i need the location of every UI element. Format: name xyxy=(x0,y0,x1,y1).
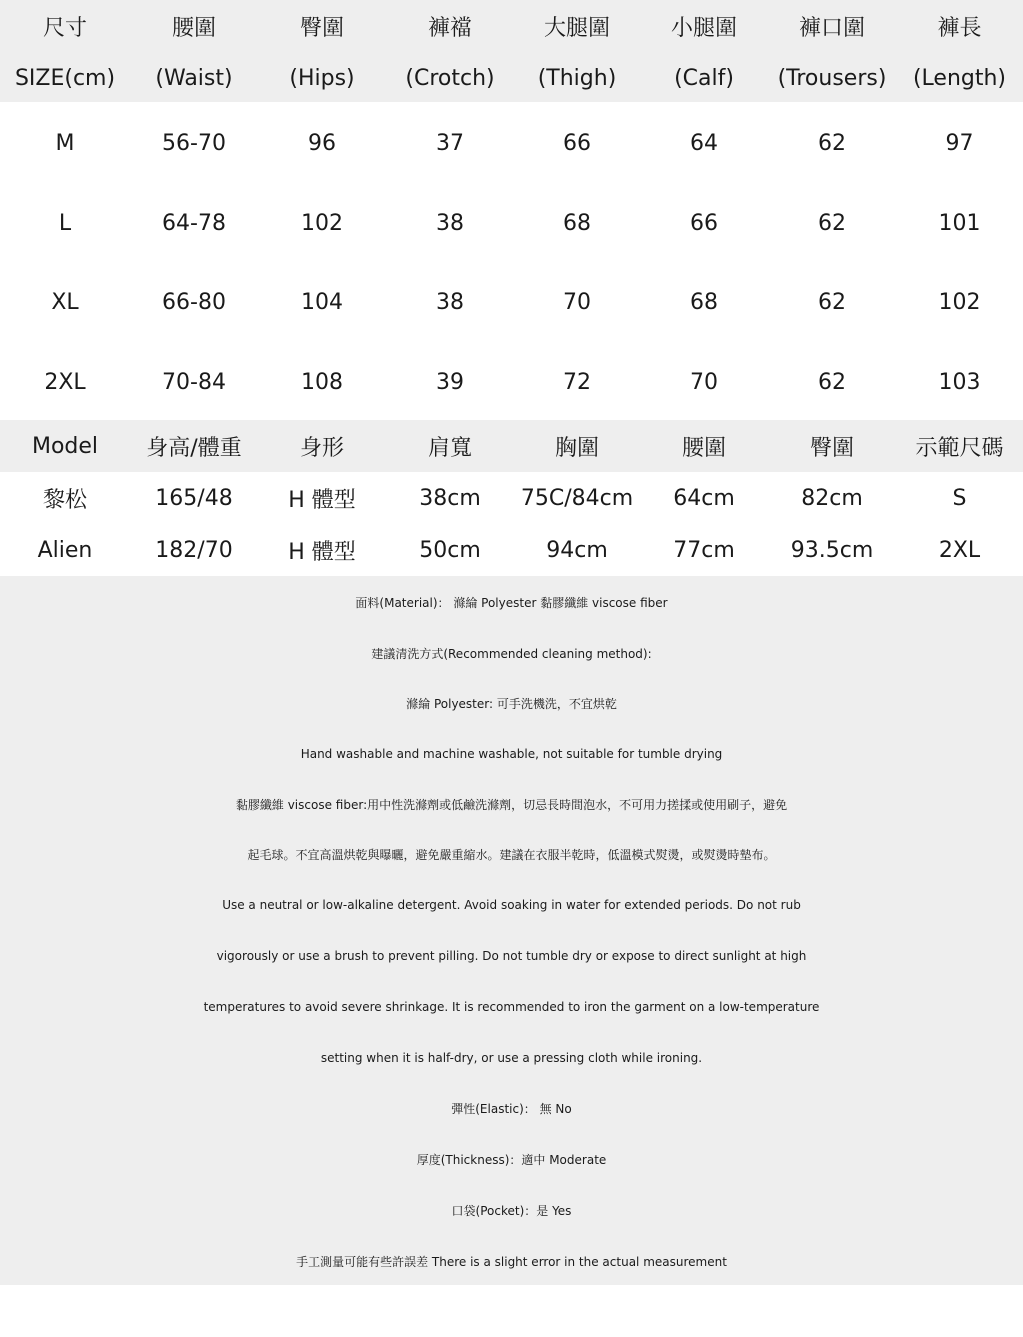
size-header-cn-cell: 臀圍 xyxy=(299,15,344,41)
model-header-row xyxy=(0,426,1023,466)
table-row xyxy=(0,530,1023,570)
size-cell: 2XL xyxy=(44,369,86,395)
size-cell: L xyxy=(58,210,72,236)
polyester-care-en: Hand washable and machine washable, not suitable for tumble drying xyxy=(300,747,723,761)
model-header-cell: 肩寬 xyxy=(427,435,472,461)
size-header-cn-cell: 褲長 xyxy=(937,15,982,41)
viscose-care-en-line-4: setting when it is half-dry, or use a pressing cloth while ironing. xyxy=(320,1051,703,1065)
pocket-line: 口袋(Pocket)：是 Yes xyxy=(451,1204,572,1218)
size-cell: 70 xyxy=(690,369,718,395)
size-cell: 62 xyxy=(818,369,846,395)
model-cell: H 體型 xyxy=(288,487,356,513)
viscose-care-cn-line-1: 黏膠纖維 viscose fiber:用中性洗滌劑或低鹼洗滌劑，切忌長時間泡水，不可用力搓揉或使用刷子，避免 xyxy=(235,798,788,812)
measurement-error-line: 手工測量可能有些許誤差 There is a slight error in the actual measurement xyxy=(296,1255,727,1269)
size-cell: 39 xyxy=(436,369,464,395)
viscose-care-en-line-3: temperatures to avoid severe shrinkage. It is recommended to iron the garment on a low-temperature xyxy=(203,1000,820,1014)
size-cell: 70 xyxy=(563,289,591,315)
size-cell: 66 xyxy=(563,130,591,156)
size-table-header xyxy=(0,0,1023,102)
table-row xyxy=(0,281,1023,323)
size-header-en-cell: (Waist) xyxy=(155,65,233,91)
model-cell: 2XL xyxy=(938,537,981,563)
size-header-en-cell: (Length) xyxy=(912,65,1007,91)
model-cell: 93.5cm xyxy=(790,537,874,563)
size-header-cn-cell: 尺寸 xyxy=(42,15,87,41)
table-row xyxy=(0,478,1023,518)
size-header-cn-row xyxy=(0,6,1023,46)
size-cell: M xyxy=(55,130,75,156)
model-cell: 64cm xyxy=(673,485,735,511)
size-cell: 102 xyxy=(938,289,981,315)
model-cell: 75C/84cm xyxy=(520,485,634,511)
size-cell: XL xyxy=(51,289,79,315)
size-cell: 66-80 xyxy=(162,289,226,315)
size-header-en-cell: (Thigh) xyxy=(537,65,617,91)
table-row xyxy=(0,361,1023,403)
size-cell: 62 xyxy=(818,210,846,236)
model-header-cell: 示範尺碼 xyxy=(915,435,1004,461)
size-cell: 96 xyxy=(308,130,336,156)
viscose-care-en-line-2: vigorously or use a brush to prevent pilling. Do not tumble dry or expose to direct sunlight at high xyxy=(216,949,807,963)
size-cell: 103 xyxy=(938,369,981,395)
model-cell: 黎松 xyxy=(42,487,87,513)
model-cell: 50cm xyxy=(419,537,481,563)
polyester-care-cn: 滌綸 Polyester: 可手洗機洗，不宜烘乾 xyxy=(406,697,617,711)
model-cell: S xyxy=(952,485,967,511)
cleaning-method-heading: 建議清洗方式(Recommended cleaning method): xyxy=(371,647,652,661)
size-cell: 62 xyxy=(818,289,846,315)
viscose-care-cn-line-2: 起毛球。不宜高溫烘乾與曝曬，避免嚴重縮水。建議在衣服半乾時，低溫模式熨燙，或熨燙時墊布。 xyxy=(247,848,776,862)
size-cell: 68 xyxy=(690,289,718,315)
size-cell: 62 xyxy=(818,130,846,156)
size-cell: 64-78 xyxy=(162,210,226,236)
size-header-cn-cell: 小腿圍 xyxy=(670,15,737,41)
table-row xyxy=(0,122,1023,164)
size-cell: 56-70 xyxy=(162,130,226,156)
model-header-cell: 胸圍 xyxy=(554,435,599,461)
size-header-cn-cell: 褲襠 xyxy=(427,15,472,41)
model-header-cell: 身形 xyxy=(299,435,344,461)
model-cell: 82cm xyxy=(801,485,863,511)
size-cell: 102 xyxy=(301,210,343,236)
model-header-cell: 臀圍 xyxy=(809,435,854,461)
model-header-cell: Model xyxy=(31,433,99,459)
size-cell: 38 xyxy=(436,210,464,236)
size-cell: 37 xyxy=(436,130,464,156)
model-cell: 38cm xyxy=(419,485,481,511)
viscose-care-en-line-1: Use a neutral or low-alkaline detergent. Avoid soaking in water for extended periods. Do not rub xyxy=(222,898,801,912)
model-header-cell: 身高/體重 xyxy=(146,435,242,461)
size-cell: 64 xyxy=(690,130,718,156)
size-cell: 97 xyxy=(945,130,974,156)
model-cell: 182/70 xyxy=(155,537,233,563)
size-table-body xyxy=(0,102,1023,420)
table-row xyxy=(0,202,1023,244)
size-cell: 70-84 xyxy=(162,369,226,395)
size-header-en-cell: (Trousers) xyxy=(777,65,887,91)
size-cell: 72 xyxy=(563,369,591,395)
size-header-en-cell: (Hips) xyxy=(289,65,355,91)
model-cell: Alien xyxy=(37,537,93,563)
size-cell: 68 xyxy=(563,210,591,236)
size-cell: 101 xyxy=(938,210,981,236)
material-line: 面料(Material)： 滌綸 Polyester 黏膠纖維 viscose fiber xyxy=(355,596,668,610)
model-header-cell: 腰圍 xyxy=(681,435,726,461)
size-cell: 66 xyxy=(690,210,718,236)
size-header-en-cell: SIZE(cm) xyxy=(14,65,116,91)
model-table-header xyxy=(0,420,1023,472)
elastic-line: 彈性(Elastic)： 無 No xyxy=(451,1102,572,1116)
size-header-en-row xyxy=(0,58,1023,98)
model-cell: 77cm xyxy=(673,537,735,563)
model-cell: H 體型 xyxy=(288,539,356,565)
model-cell: 165/48 xyxy=(155,485,233,511)
care-notes xyxy=(0,576,1023,1285)
size-cell: 108 xyxy=(301,369,343,395)
size-header-cn-cell: 褲口圍 xyxy=(798,15,865,41)
size-cell: 104 xyxy=(301,289,343,315)
size-header-cn-cell: 大腿圍 xyxy=(543,15,610,41)
size-header-en-cell: (Calf) xyxy=(674,65,734,91)
size-cell: 38 xyxy=(436,289,464,315)
thickness-line: 厚度(Thickness)：適中 Moderate xyxy=(416,1153,607,1167)
model-cell: 94cm xyxy=(546,537,608,563)
size-header-en-cell: (Crotch) xyxy=(405,65,495,91)
model-table-body xyxy=(0,472,1023,576)
size-header-cn-cell: 腰圍 xyxy=(171,15,216,41)
